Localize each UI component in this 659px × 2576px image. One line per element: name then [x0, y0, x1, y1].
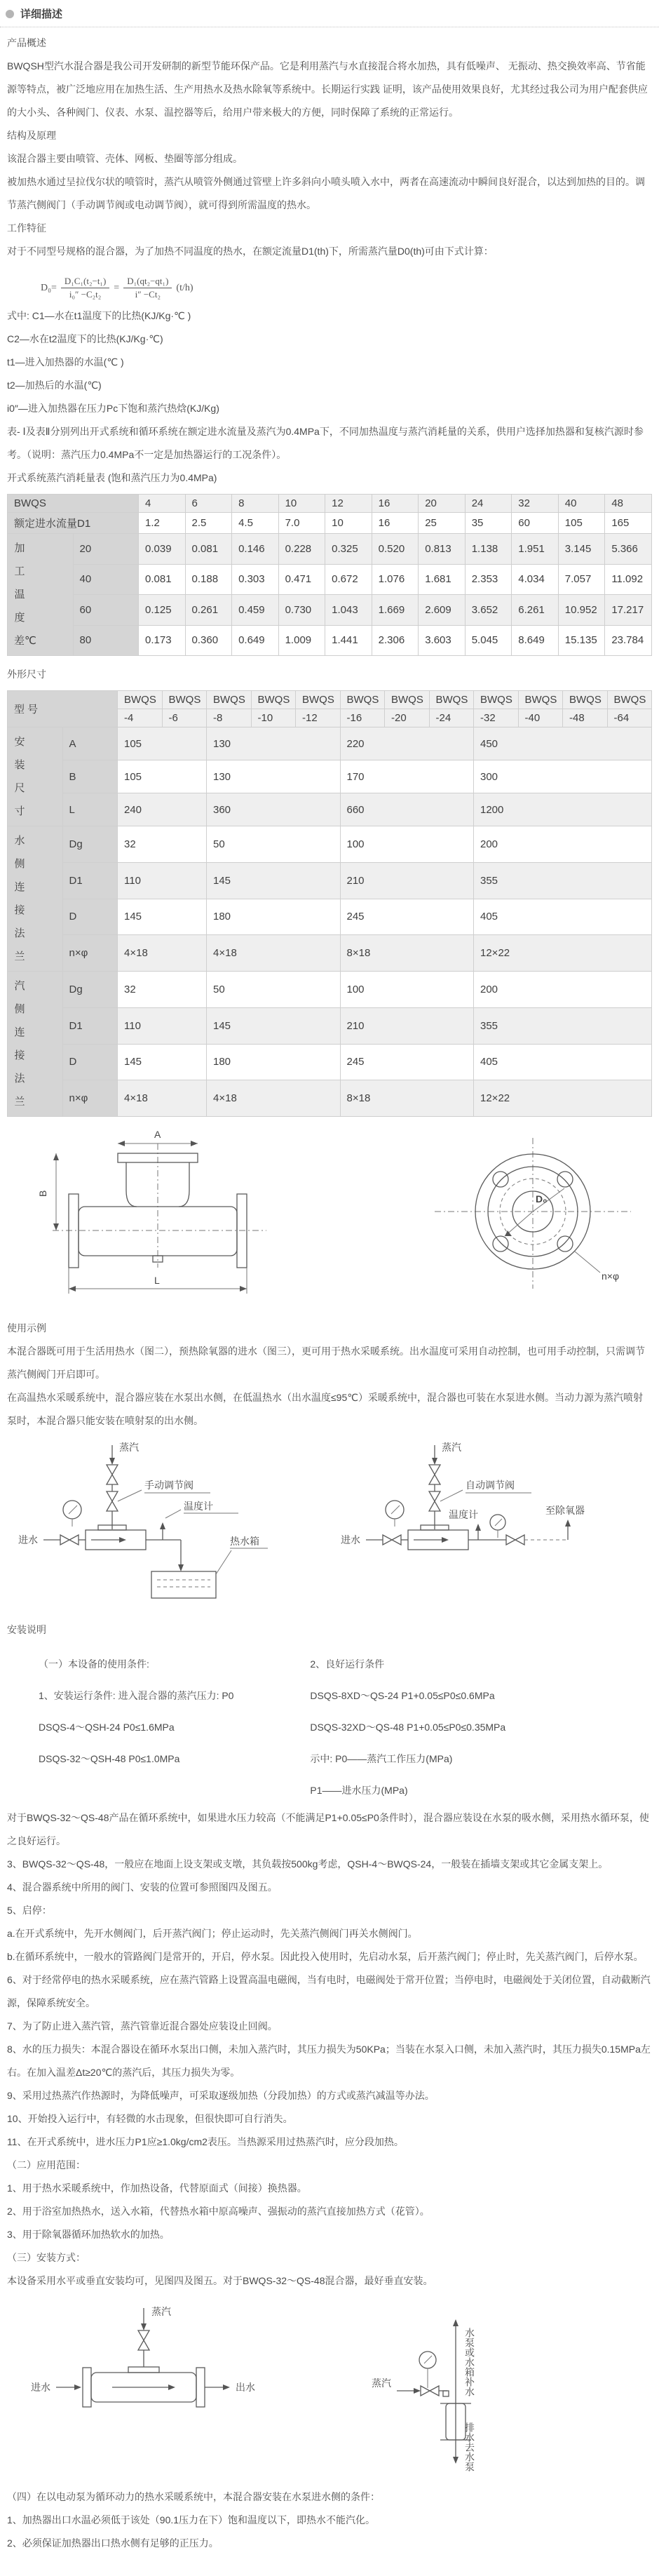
dim-value: 105 [118, 727, 207, 760]
steam-consumption-table [7, 494, 652, 656]
page-title: 详细描述 [20, 8, 63, 20]
dim-a-label: A [154, 1129, 161, 1140]
steam-consumption-value: 5.045 [465, 625, 512, 656]
dim-value: 220 [340, 727, 474, 760]
steam-consumption-value: 3.652 [465, 595, 512, 626]
paragraph: t2—加热后的水温(℃) [7, 380, 102, 391]
model-header: 24 [465, 495, 512, 513]
flow-value: 60 [512, 513, 559, 534]
formula-fraction-1: $\frac{\text{D₁C₁(t₂−t₁)}}{\text{i₀″ −C₂t₂}}$ [61, 276, 109, 300]
dim-value: 210 [340, 862, 474, 899]
steam-consumption-value: 0.471 [278, 564, 325, 595]
paragraph: DSQS-8XD～QS-24 P1+0.05≤P0≤0.6MPa [310, 1690, 495, 1701]
model-header: 4 [139, 495, 186, 513]
paragraph: 10、开始投入运行中，有轻微的水击现象，但很快即可自行消失。 [7, 2113, 293, 2124]
flow-value: 16 [372, 513, 419, 534]
paragraph: 1、用于热水采暖系统中，作加热设备，代替原面式（间接）换热器。 [7, 2182, 307, 2194]
fig4-outlet-label: 出水 [236, 2382, 255, 2393]
section-heading-features: 工作特征 [7, 222, 46, 234]
paragraph: a.在开式系统中，先开水侧阀门，后开蒸汽阀门；停止运动时，先关蒸汽侧阀门再关水侧阀门。 [7, 1928, 418, 1939]
brand-header: BWQS [429, 691, 474, 709]
steam-consumption-value: 0.146 [232, 534, 279, 565]
steam-consumption-value: 0.188 [185, 564, 232, 595]
steam-consumption-value: 2.609 [419, 595, 466, 626]
fig4-horizontal-install [31, 2306, 255, 2407]
bullet-dot-icon [6, 10, 14, 18]
paragraph: （二）应用范围： [7, 2159, 86, 2171]
steam-consumption-value: 1.076 [372, 564, 419, 595]
brand-header: BWQS [207, 691, 252, 709]
steam-consumption-value: 1.009 [278, 625, 325, 656]
fig5-drain-label: 排水去水泵 [464, 2422, 475, 2471]
dim-value: 405 [474, 899, 652, 935]
paragraph: 2、良好运行条件 [310, 1658, 385, 1670]
section-heading-overview: 产品概述 [7, 37, 46, 48]
flow-value: 25 [419, 513, 466, 534]
dim-value: 8×18 [340, 935, 474, 972]
paragraph: 3、用于除氧器循环加热软水的加热。 [7, 2229, 170, 2240]
paragraph: 式中: C1—水在t1温度下的比热(KJ/Kg·℃ ) [7, 310, 191, 321]
steam-consumption-value: 1.043 [325, 595, 372, 626]
principle-paragraphs [7, 147, 652, 217]
brand-header: BWQS [607, 691, 652, 709]
steam-consumption-value: 15.135 [558, 625, 605, 656]
model-header: 10 [278, 495, 325, 513]
fig4-inlet-label: 进水 [31, 2382, 50, 2393]
dim-value: 50 [207, 972, 341, 1008]
dim-nphi-label: n×φ [602, 1270, 620, 1282]
dim-value: 180 [207, 899, 341, 935]
steam-consumption-value: 7.057 [558, 564, 605, 595]
group-label [8, 534, 74, 656]
dim-value: 110 [118, 862, 207, 899]
section-heading-usage: 使用示例 [7, 1322, 46, 1334]
flow-value: 1.2 [139, 513, 186, 534]
fig3-to-deaerator-label: 至除氧器 [545, 1505, 585, 1516]
size-header: -6 [162, 709, 207, 727]
paragraph: 3、BWQS-32～QS-48，一般应在地面上设支架或支墩，其负载按500kg考虑，QSH-4～BWQS-24，一般装在插墙支架或其它金属支架上。 [7, 1858, 609, 1870]
dim-value: 110 [118, 1007, 207, 1044]
temp-diff-label: 60 [73, 595, 139, 626]
steam-consumption-value: 0.730 [278, 595, 325, 626]
features-intro: 对于不同型号规格的混合器，为了加热不同温度的热水，在额定流量D1(th)下，所需蒸汽量D0(th)可由下式计算： [7, 246, 494, 257]
paragraph: 8、水的压力损失：本混合器设在循环水泵出口侧，未加入蒸汽时，其压力损失为50KPa；当装在水泵入口侧，未加入蒸汽时，其压力损失0.15MPa左右。在加入温差Δt≥20℃的蒸汽后，其压力损失为零。 [7, 2044, 651, 2078]
temp-diff-label: 80 [73, 625, 139, 656]
group-label [8, 972, 63, 1117]
steam-table-title: 开式系统蒸汽消耗量表 (饱和蒸汽压力为0.4MPa) [7, 472, 217, 483]
section-heading-principle: 结构及原理 [7, 130, 56, 141]
size-header: -8 [207, 709, 252, 727]
dim-value: 245 [340, 899, 474, 935]
install-paragraphs [7, 1806, 652, 2293]
dim-l-label: L [154, 1275, 160, 1286]
model-header: 6 [185, 495, 232, 513]
brand-header: BWQS [340, 691, 385, 709]
steam-consumption-value: 0.325 [325, 534, 372, 565]
size-header: -20 [385, 709, 430, 727]
dim-value: 180 [207, 1044, 341, 1080]
dim-value: 100 [340, 972, 474, 1008]
usage-paragraphs [7, 1340, 652, 1433]
dim-value: 360 [207, 793, 341, 826]
dim-value: 355 [474, 1007, 652, 1044]
fig3-thermometer-label: 温度计 [449, 1509, 478, 1520]
fig2-inlet-label: 进水 [18, 1534, 38, 1545]
steam-consumption-value: 0.081 [139, 564, 186, 595]
dim-value: 4×18 [118, 935, 207, 972]
steam-consumption-value: 23.784 [605, 625, 652, 656]
brand-header: BWQS [251, 691, 296, 709]
formula-unit: (t/h) [176, 282, 193, 293]
overview-paragraphs [7, 55, 652, 124]
vertical-label: 安装尺寸 [14, 736, 25, 817]
steam-consumption-value: 0.125 [139, 595, 186, 626]
final-paragraphs [7, 2486, 652, 2555]
steam-consumption-value: 11.092 [605, 564, 652, 595]
vertical-label: 水侧连接法兰 [14, 835, 25, 962]
steam-consumption-value: 0.261 [185, 595, 232, 626]
dim-value: 660 [340, 793, 474, 826]
paragraph: 7、为了防止进入蒸汽管，蒸汽管靠近混合器处应装设止回阀。 [7, 2020, 278, 2032]
figure-install-schematics [7, 2300, 652, 2478]
paragraph: 11、在开式系统中，进水压力P1应≥1.0kg/cm2表压。当热源采用过热蒸汽时，应分段加热。 [7, 2136, 404, 2147]
steam-consumption-value: 0.081 [185, 534, 232, 565]
paragraph: 2、必须保证加热器出口热水侧有足够的正压力。 [7, 2537, 219, 2549]
steam-consumption-value: 0.459 [232, 595, 279, 626]
model-header: 8 [232, 495, 279, 513]
flow-value: 10 [325, 513, 372, 534]
dim-value: 355 [474, 862, 652, 899]
steam-consumption-value: 4.034 [512, 564, 559, 595]
fig3-schematic [341, 1442, 585, 1550]
steam-consumption-value: 10.952 [558, 595, 605, 626]
steam-consumption-value: 3.145 [558, 534, 605, 565]
dim-name-label: L [62, 793, 118, 826]
steam-consumption-value: 8.649 [512, 625, 559, 656]
dim-value: 130 [207, 727, 341, 760]
fig2-steam-label: 蒸汽 [119, 1442, 139, 1453]
group-label [8, 826, 63, 972]
table-corner-label: BWQS [8, 495, 139, 513]
dim-value: 170 [340, 760, 474, 793]
model-corner-label: 型 号 [8, 691, 118, 727]
dim-name-label: D [62, 1044, 118, 1080]
dim-name-label: D1 [62, 862, 118, 899]
model-header: 32 [512, 495, 559, 513]
dim-value: 240 [118, 793, 207, 826]
steam-consumption-value: 0.173 [139, 625, 186, 656]
dim-name-label: n×φ [62, 1080, 118, 1117]
figure-outline-drawing [14, 1124, 645, 1310]
temp-diff-label: 40 [73, 564, 139, 595]
brand-header: BWQS [474, 691, 519, 709]
dim-name-label: B [62, 760, 118, 793]
flow-label: 额定进水流量D1 [8, 513, 139, 534]
flow-value: 35 [465, 513, 512, 534]
steam-consumption-value: 1.138 [465, 534, 512, 565]
temp-diff-label: 20 [73, 534, 139, 565]
dim-value: 32 [118, 972, 207, 1008]
paragraph: b.在循环系统中，一般水的管路阀门是常开的，开启，停水泵。因此投入使用时，先启动水泵，后开蒸汽阀门；停止时，先关蒸汽阀门，后停水泵。 [7, 1951, 644, 1962]
paragraph: 2、用于浴室加热热水，送入水箱，代替热水箱中原高噪声、强振动的蒸汽直接加热方式（花管）。 [7, 2206, 430, 2217]
model-header: 40 [558, 495, 605, 513]
paragraph: t1—进入加热器的水温(℃ ) [7, 356, 124, 368]
flow-value: 7.0 [278, 513, 325, 534]
size-header: -4 [118, 709, 163, 727]
dim-name-label: A [62, 727, 118, 760]
steam-consumption-value: 1.669 [372, 595, 419, 626]
steam-consumption-value: 0.672 [325, 564, 372, 595]
steam-consumption-value: 2.353 [465, 564, 512, 595]
dim-name-label: D [62, 899, 118, 935]
paragraph: 4、混合器系统中所用的阀门、安装的位置可参照图四及图五。 [7, 1881, 278, 1893]
dim-value: 145 [118, 1044, 207, 1080]
fig5-steam-label: 蒸汽 [372, 2377, 391, 2389]
steam-consumption-value: 0.303 [232, 564, 279, 595]
steam-consumption-value: 0.039 [139, 534, 186, 565]
dim-name-label: Dg [62, 826, 118, 863]
model-header: 16 [372, 495, 419, 513]
paragraph: 在高温热水采暖系统中，混合器应装在水泵出水侧，在低温热水（出水温度≤95℃）采暖系统中，混合器也可装在水泵进水侧。当动力源为蒸汽喷射泵时，本混合器只能安装在喷射泵的出水侧。 [7, 1392, 643, 1426]
brand-header: BWQS [518, 691, 563, 709]
size-header: -48 [563, 709, 608, 727]
paragraph: 被加热水通过呈拉伐尔状的喷管时，蒸汽从喷管外侧通过管壁上许多斜向小喷头喷入水中，两者在高速流动中瞬间良好混合，以达到加热的目的。调节蒸汽侧阀门（手动调节阀或电动调节阀），就可得到所需温度的热水。 [7, 176, 645, 210]
brand-header: BWQS [385, 691, 430, 709]
paragraph: DSQS-4～QSH-24 P0≤1.6MPa [39, 1722, 175, 1733]
fig3-auto-valve-label: 自动调节阀 [466, 1480, 515, 1491]
paragraph: 对于BWQS-32～QS-48产品在循环系统中，如果进水压力较高（不能满足P1+0.05≤P0条件时），混合器应装设在水泵的吸水侧，采用热水循环泵，使之良好运行。 [7, 1812, 649, 1846]
flow-value: 165 [605, 513, 652, 534]
steam-consumption-value: 0.228 [278, 534, 325, 565]
install-conditions-left [7, 1649, 310, 1806]
dim-value: 50 [207, 826, 341, 863]
figure-usage-schematics [7, 1440, 652, 1611]
dim-value: 200 [474, 972, 652, 1008]
vertical-label: 汽侧连接法兰 [14, 980, 25, 1108]
dim-value: 145 [207, 862, 341, 899]
steam-consumption-value: 0.813 [419, 534, 466, 565]
fig2-manual-valve-label: 手动调节阀 [144, 1480, 193, 1491]
install-conditions [7, 1649, 652, 1806]
dim-value: 245 [340, 1044, 474, 1080]
size-header: -12 [296, 709, 341, 727]
fig2-thermometer-label: 温度计 [184, 1501, 213, 1512]
paragraph: 1、安装运行条件: 进入混合器的蒸汽压力: P0 [39, 1690, 234, 1701]
size-header: -32 [474, 709, 519, 727]
vertical-label: 加工温度差℃ [14, 542, 36, 647]
brand-header: BWQS [118, 691, 163, 709]
fig4-steam-label: 蒸汽 [151, 2306, 171, 2317]
flow-value: 2.5 [185, 513, 232, 534]
fig3-steam-label: 蒸汽 [442, 1442, 461, 1453]
brand-header: BWQS [162, 691, 207, 709]
formula-lhs: D₀= [41, 282, 57, 293]
dim-name-label: D1 [62, 1007, 118, 1044]
paragraph: 本混合器既可用于生活用热水（图二），预热除氧器的进水（图三），更可用于热水采暖系统。出水温度可采用自动控制，也可用手动控制，只需调节蒸汽侧阀门开启即可。 [7, 1346, 645, 1380]
steam-consumption-value: 1.441 [325, 625, 372, 656]
formula-legend [7, 304, 652, 420]
brand-header: BWQS [296, 691, 341, 709]
steam-consumption-value: 2.306 [372, 625, 419, 656]
paragraph: DSQS-32～QSH-48 P0≤1.0MPa [39, 1753, 180, 1764]
paragraph: i0″—进入加热器在压力Pc下饱和蒸汽热焓(KJ/Kg) [7, 403, 219, 414]
dim-value: 1200 [474, 793, 652, 826]
install-conditions-right [310, 1649, 652, 1806]
paragraph: （三）安装方式： [7, 2252, 86, 2263]
flow-value: 105 [558, 513, 605, 534]
steam-consumption-value: 0.649 [232, 625, 279, 656]
steam-consumption-value: 1.951 [512, 534, 559, 565]
formula-fraction-2: $\frac{\text{D₁(qt₂−qt₁)}}{\text{i″ −Ct₂}}$ [123, 276, 172, 300]
paragraph: 本设备采用水平或垂直安装均可，见图四及图五。对于BWQS-32～QS-48混合器，最好垂直安装。 [7, 2275, 433, 2286]
paragraph: 示中: P0——蒸汽工作压力(MPa) [310, 1753, 453, 1764]
fig3-inlet-label: 进水 [341, 1534, 360, 1545]
steam-consumption-value: 5.366 [605, 534, 652, 565]
steam-consumption-value: 3.603 [419, 625, 466, 656]
dim-value: 12×22 [474, 1080, 652, 1117]
paragraph: 6、对于经常停电的热水采暖系统，应在蒸汽管路上设置高温电磁阀，当有电时，电磁阀处于常开位置；当停电时，电磁阀处于关闭位置，自动截断汽源，保障系统安全。 [7, 1974, 651, 2008]
formula-equals: = [114, 282, 120, 293]
paragraph: BWQSH型汽水混合器是我公司开发研制的新型节能环保产品。它是利用蒸汽与水直接混合将水加热，具有低噪声、 无振动、热交换效率高、节省能源等特点，被广泛地应用在加热生活、生产用热水及热水除氧等系统中。长期运行实践 证明，该产品使用效果良好，尤其经过我公司为用户配套供应的大小头、各种阀门、仪表、水泵、温控器等后，给用户带来极大的方便，同时保障了系统的正常运行。 [7, 60, 648, 118]
dim-value: 405 [474, 1044, 652, 1080]
section-heading-dimensions: 外形尺寸 [7, 669, 46, 680]
paragraph: P1——进水压力(MPa) [310, 1785, 408, 1796]
size-header: -64 [607, 709, 652, 727]
paragraph: （一）本设备的使用条件: [39, 1658, 149, 1670]
detail-section-header [0, 0, 659, 27]
model-header: 20 [419, 495, 466, 513]
dim-value: 4×18 [118, 1080, 207, 1117]
dimensions-table [7, 690, 652, 1117]
paragraph: DSQS-32XD～QS-48 P1+0.05≤P0≤0.35MPa [310, 1722, 506, 1733]
fig2-schematic [18, 1442, 268, 1598]
detail-content [0, 27, 659, 2576]
paragraph: 5、启停： [7, 1905, 52, 1916]
dim-value: 210 [340, 1007, 474, 1044]
paragraph: 1、加热器出口水温必须低于该处（90.1压力在下）饱和温度以下，即热水不能汽化。 [7, 2514, 376, 2525]
steam-consumption-value: 1.681 [419, 564, 466, 595]
paragraph: （四）在以电动泵为循环动力的热水采暖系统中，本混合器安装在水泵进水侧的条件： [7, 2491, 380, 2502]
dim-value: 8×18 [340, 1080, 474, 1117]
dim-d0-label: D₀ [536, 1193, 548, 1205]
size-header: -16 [340, 709, 385, 727]
brand-header: BWQS [563, 691, 608, 709]
dim-value: 32 [118, 826, 207, 863]
dim-name-label: Dg [62, 972, 118, 1008]
dim-b-label: B [37, 1190, 48, 1197]
dim-value: 4×18 [207, 935, 341, 972]
dim-value: 4×18 [207, 1080, 341, 1117]
steam-consumption-value: 6.261 [512, 595, 559, 626]
dim-value: 105 [118, 760, 207, 793]
flow-value: 4.5 [232, 513, 279, 534]
dim-value: 130 [207, 760, 341, 793]
model-header: 48 [605, 495, 652, 513]
steam-consumption-value: 0.360 [185, 625, 232, 656]
size-header: -40 [518, 709, 563, 727]
dim-value: 100 [340, 826, 474, 863]
fig5-vertical-install [372, 2319, 475, 2471]
paragraph: 该混合器主要由喷管、壳体、网板、垫圈等部分组成。 [7, 153, 243, 164]
dim-value: 145 [118, 899, 207, 935]
steam-consumption-value: 0.520 [372, 534, 419, 565]
group-label [8, 727, 63, 826]
fig5-makeup-label: 水泵或水箱补水 [464, 2328, 475, 2396]
section-heading-install: 安装说明 [7, 1624, 46, 1635]
model-header: 12 [325, 495, 372, 513]
steam-demand-formula [41, 276, 652, 300]
dim-value: 300 [474, 760, 652, 793]
size-header: -24 [429, 709, 474, 727]
steam-consumption-value: 17.217 [605, 595, 652, 626]
features-note: 表- Ⅰ及表Ⅱ分别列出开式系统和循环系统在额定进水流量及蒸汽为0.4MPa下，不同加热温度与蒸汽消耗量的关系，供用户选择加热器和复核汽源时参考。（说明：蒸汽压力0.4MPa不一定是加热器运行的工况条件）。 [7, 426, 644, 460]
dim-value: 145 [207, 1007, 341, 1044]
paragraph: C2—水在t2温度下的比热(KJ/Kg·℃) [7, 333, 163, 344]
dim-name-label: n×φ [62, 935, 118, 972]
dim-value: 12×22 [474, 935, 652, 972]
fig2-tank-label: 热水箱 [230, 1536, 259, 1547]
dim-value: 450 [474, 727, 652, 760]
paragraph: 9、采用过热蒸汽作热源时，为降低噪声，可采取逐级加热（分段加热）的方式或蒸汽减温等办法。 [7, 2090, 435, 2101]
size-header: -10 [251, 709, 296, 727]
dim-value: 200 [474, 826, 652, 863]
